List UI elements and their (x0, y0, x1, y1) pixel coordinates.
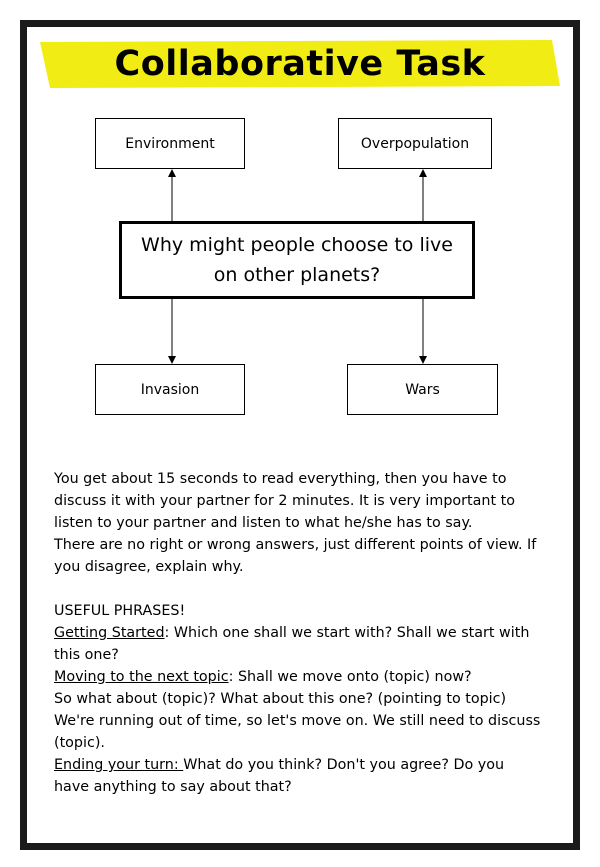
phrase-moving: Moving to the next topic: Shall we move onto (topic) now? (54, 669, 472, 685)
instruction-line: There are no right or wrong answers, just different points of view. If (54, 537, 537, 553)
box-environment: Environment (95, 118, 245, 169)
phrase-line: have anything to say about that? (54, 779, 292, 795)
phrase-ending: Ending your turn: What do you think? Don't you agree? Do you (54, 757, 505, 773)
phrase-line: We're running out of time, so let's move on. We still need to discuss (54, 713, 541, 729)
phrase-line: So what about (topic)? What about this one? (pointing to topic) (54, 691, 507, 707)
instruction-line: discuss it with your partner for 2 minutes. It is very important to (54, 493, 515, 509)
central-question-line-2: on other planets? (213, 264, 381, 286)
phrase-getting-started: Getting Started: Which one shall we start with? Shall we start with (54, 625, 530, 641)
instruction-line: you disagree, explain why. (54, 559, 244, 575)
central-question-box (119, 221, 475, 299)
phrases-heading: USEFUL PHRASES! (54, 603, 186, 619)
central-question-line-1: Why might people choose to live (141, 234, 453, 256)
instruction-line: listen to your partner and listen to what he/she has to say. (54, 515, 473, 531)
box-overpopulation: Overpopulation (338, 118, 492, 169)
box-invasion: Invasion (95, 364, 245, 415)
getting-started-label: Getting Started (54, 625, 165, 641)
instructions-text (54, 468, 554, 798)
phrase-line: (topic). (54, 735, 105, 751)
phrase-line: this one? (54, 647, 119, 663)
instruction-line: You get about 15 seconds to read everything, then you have to (54, 471, 507, 487)
ending-label: Ending your turn: (54, 757, 184, 773)
page-title: Collaborative Task (114, 44, 486, 84)
moving-label: Moving to the next topic (54, 669, 229, 685)
box-wars: Wars (347, 364, 498, 415)
